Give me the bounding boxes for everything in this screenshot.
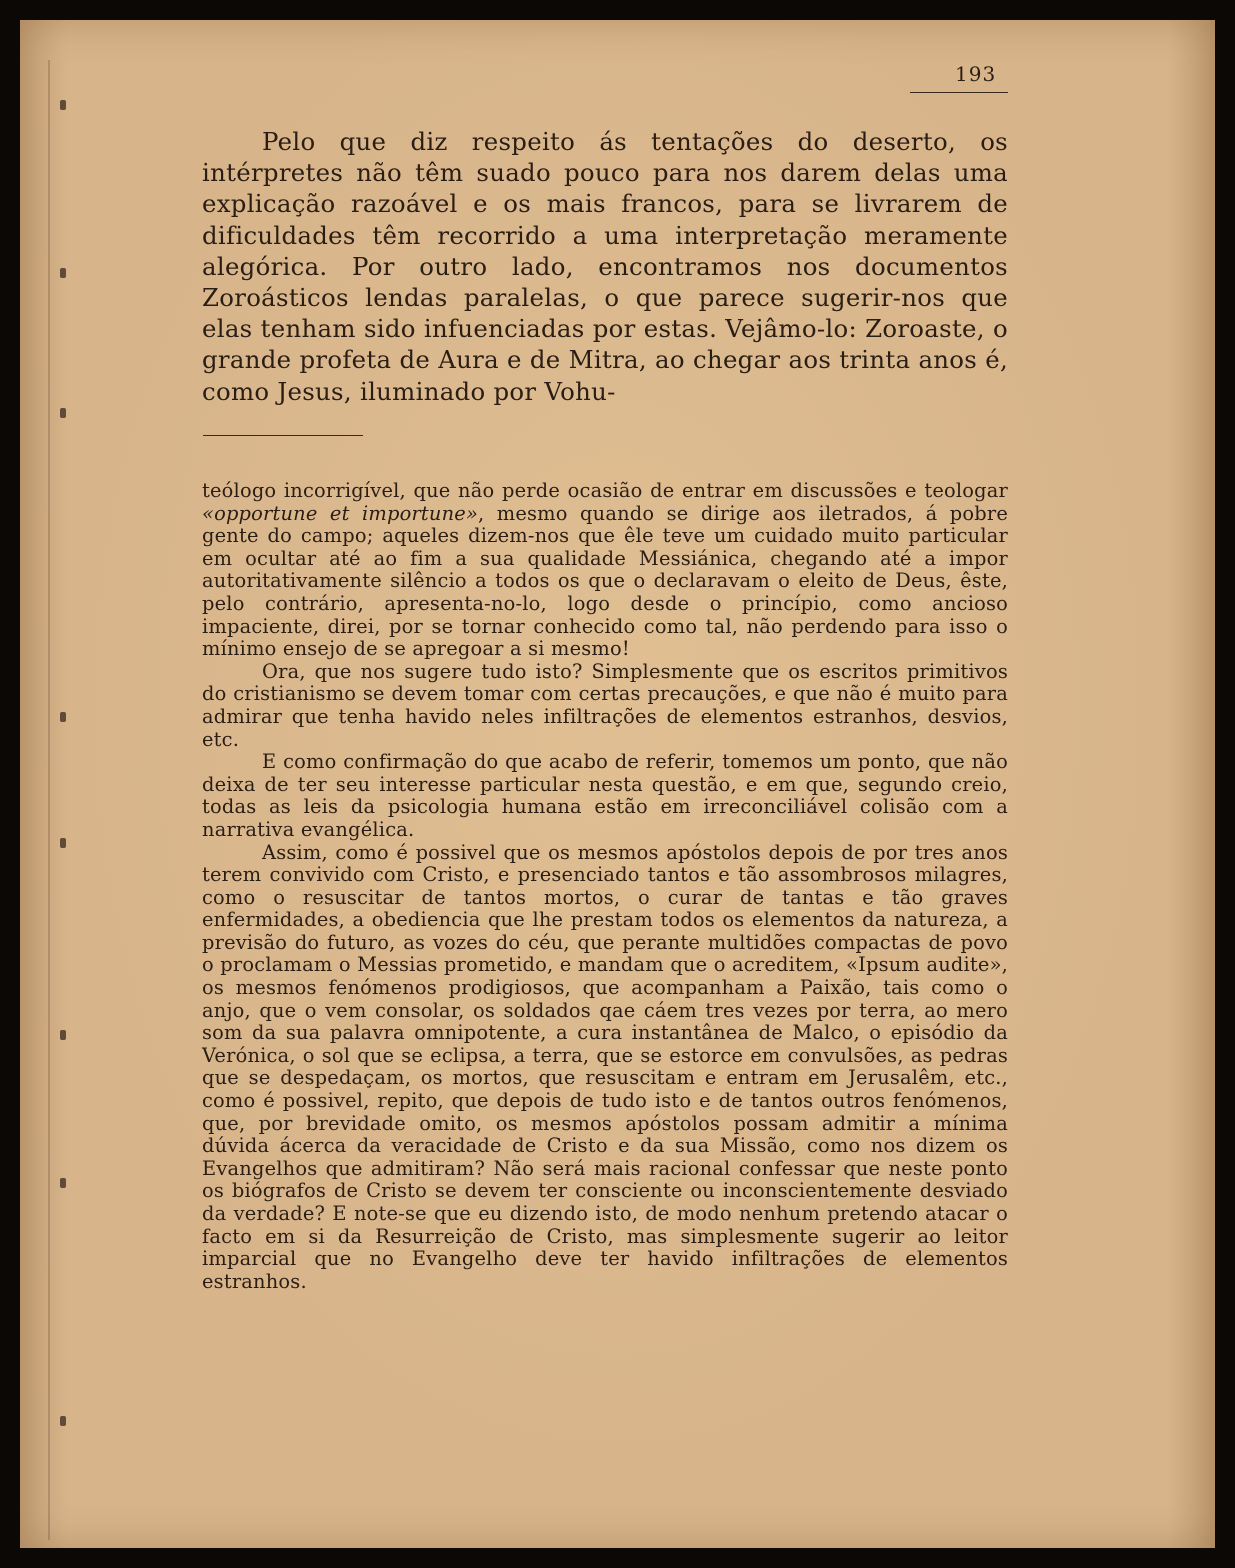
footnote-text: , mesmo quando se dirige aos iletrados, á pobre gente do campo; aqueles dizem-nos que êle teve um cuidado muito particular em ocultar até ao fim a sua qualidade Messiánica, chegando até a impor autoritativamente silêncio a todos os que o declaravam o eleito de Deus, êste, pelo contrário, apresenta-no-lo, logo desde o princípio, como ancioso impaciente, direi, por se tornar conhecido como tal, não perdendo para isso o mínimo ensejo de se apregoar a si mesmo! [202,501,1008,661]
footnote-paragraph: E como confirmação do que acabo de referir, tomemos um ponto, que não deixa de ter seu interesse particular nesta questão, e em que, segundo creio, todas as leis da psicologia humana estão em irreconciliável colisão com a narrativa evangélica. [202,750,1008,841]
stitch-hole [60,268,66,278]
stitch-hole [60,1416,66,1426]
header-rule [910,92,1008,93]
stitch-hole [60,1178,66,1188]
latin-phrase: «opportune et importune» [202,501,479,525]
stitch-hole [60,712,66,722]
footnote-paragraph: Assim, como é possivel que os mesmos apóstolos depois de por tres anos terem convivido com Cristo, e presenciado tantos e tão assombrosos milagres, como o resuscitar de tantos mortos, o curar de tantas e tão graves enfermidades, a obediencia que lhe prestam todos os elementos da natureza, a previsão do futuro, as vozes do céu, que perante multidões compactas de povo o proclamam o Messias prometido, e mandam que o acreditem, «Ipsum audite», os mesmos fenómenos prodigiosos, que acompanham a Paixão, tais como o anjo, que o vem consolar, os soldados qae cáem tres vezes por terra, ao mero som da sua palavra omnipotente, a cura instantânea de Malco, o episódio da Verónica, o sol que se eclipsa, a terra, que se estorce em convulsões, as pedras que se despedaçam, os mortos, que resuscitam e entram em Jerusalêm, etc., como é possivel, repito, que depois de tudo isto e de tantos outros fenómenos, que, por brevidade omito, os mesmos apóstolos possam admitir a mínima dúvida ácerca da veracidade de Cristo e da sua Missão, como nos dizem os Evangelhos que admitiram? Não será mais racional confessar que neste ponto os biógrafos de Cristo se devem ter consciente ou inconscientemente desviado da verdade? E note-se que eu dizendo isto, de modo nenhum pretendo atacar o facto em si da Resurreição de Cristo, mas simplesmente sugerir ao leitor imparcial que no Evangelho deve ter havido infiltrações de elementos estranhos. [202,840,1008,1293]
stitch-hole [60,408,66,418]
footnote-paragraph [202,480,1008,661]
stitch-hole [60,838,66,848]
footnote-text: teólogo incorrigível, que não perde ocasião de entrar em discussões e teologar [202,479,1008,502]
main-paragraph: Pelo que diz respeito ás tentações do deserto, os intérpretes não têm suado pouco para nos darem delas uma explicação razoável e os mais francos, para se livrarem de dificuldades têm recorrido a uma interpretação meramente alegórica. Por outro lado, encontramos nos documentos Zoroásticos lendas paralelas, o que parece sugerir-nos que elas tenham sido infuenciadas por estas. Vejâmo-lo: Zoroaste, o grande profeta de Aura e de Mitra, ao chegar aos trinta anos é, como Jesus, iluminado por Vohu- [202,127,1008,406]
stitch-hole [60,1030,66,1040]
book-page [20,20,1215,1548]
footnote-separator [203,435,363,436]
footnote-paragraph: Ora, que nos sugere tudo isto? Simplesmente que os escritos primitivos do cristianismo se devem tomar com certas precauções, e que não é muito para admirar que tenha havido neles infiltrações de elementos estranhos, desvios, etc. [202,659,1008,751]
footnote-block [202,480,1008,1293]
page-number: 193 [955,62,997,86]
binding-edge [48,60,50,1540]
stitch-hole [60,100,66,110]
